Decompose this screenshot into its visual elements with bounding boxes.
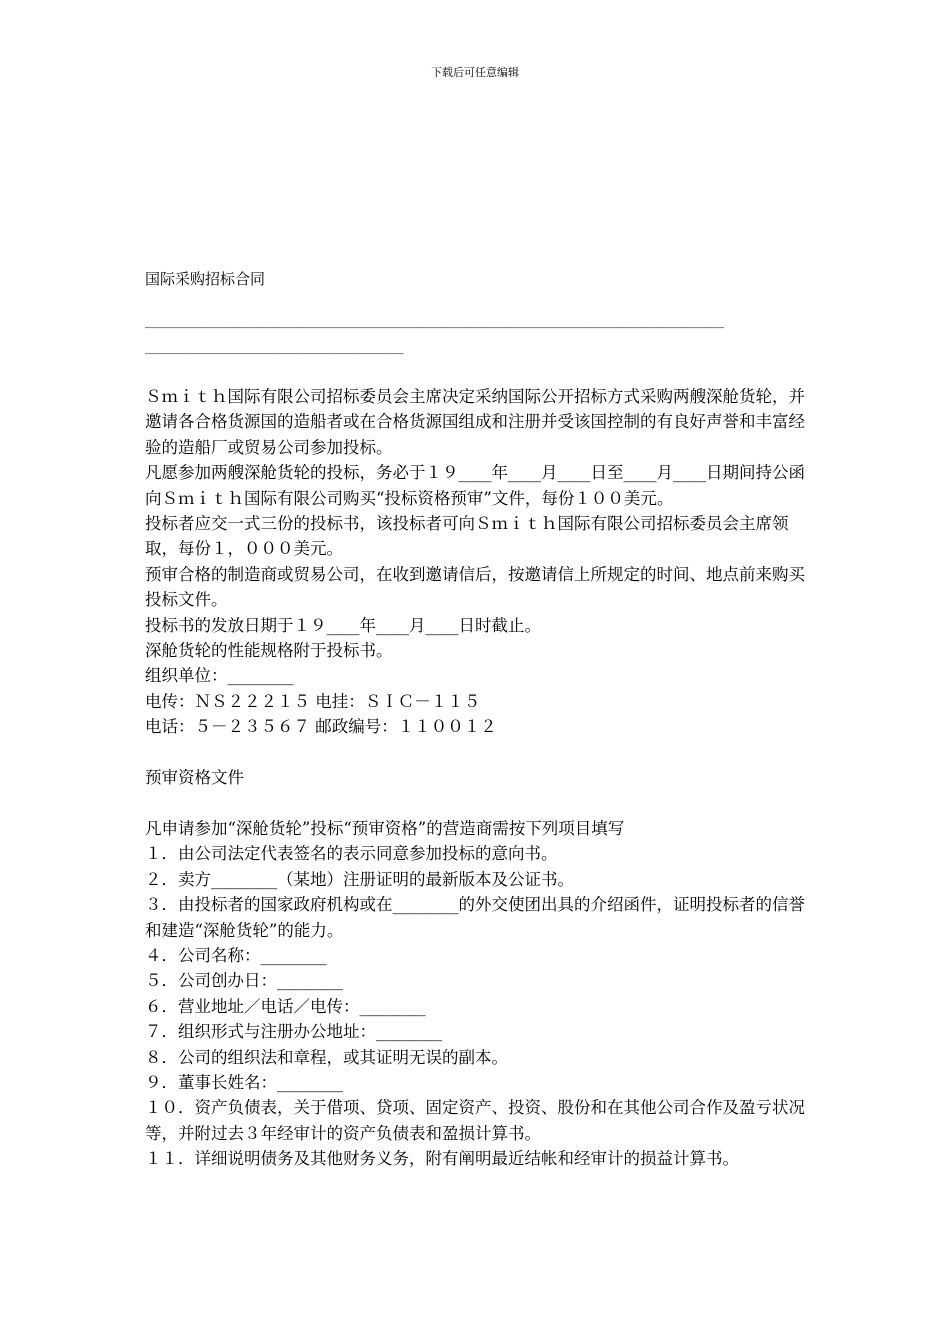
list-item: ２．卖方________（某地）注册证明的最新版本及公证书。 [145, 869, 574, 889]
section-intro: 凡申请参加“深舱货轮”投标“预审资格”的营造商需按下列项目填写 [145, 818, 625, 838]
list-item: １．由公司法定代表签名的表示同意参加投标的意向书。 [145, 844, 558, 864]
section-title: 预审资格文件 [145, 768, 244, 788]
list-item: ４．公司名称：________ [145, 945, 327, 965]
list-item: ５．公司创办日：________ [145, 971, 343, 991]
phone-line: 电话：５－２３５６７ 邮政编号：１１００１２ [145, 717, 497, 737]
telex-line: 电传：ＮＳ２２２１５ 电挂：ＳＩＣ－１１５ [145, 691, 481, 711]
list-item: ３．由投标者的国家政府机构或在________的外交使团出具的介绍函件，证明投标者的信誉和建造“深舱货轮”的能力。 [145, 895, 805, 940]
paragraph-qualified-bidders: 预审合格的制造商或贸易公司，在收到邀请信后，按邀请信上所规定的时间、地点前来购买投标文件。 [145, 564, 805, 610]
organizer-line: 组织单位：________ [145, 666, 294, 686]
paragraph-deadline: 投标书的发放日期于１９____年____月____日时截止。 [145, 615, 541, 635]
paragraph-specs: 深舱货轮的性能规格附于投标书。 [145, 641, 393, 661]
separator-line: _________________________________ [145, 340, 404, 355]
spacer [145, 790, 805, 815]
header-note: 下载后可任意编辑 [431, 66, 519, 79]
document-body [145, 384, 805, 1172]
paragraph-invitation: Ｓｍｉｔｈ国际有限公司招标委员会主席决定采纳国际公开招标方式采购两艘深舱货轮，并邀请各合格货源国的造船者或在合格货源国组成和注册并受该国控制的有良好声誉和丰富经验的造船厂或贸易公司参加投标。 [145, 387, 805, 457]
list-item: １１．详细说明债务及其他财务义务，附有阐明最近结帐和经审计的损益计算书。 [145, 1149, 739, 1169]
list-item: ９．董事长姓名：________ [145, 1072, 343, 1092]
list-item: ８．公司的组织法和章程，或其证明无误的副本。 [145, 1047, 508, 1067]
paragraph-purchase-prequal: 凡愿参加两艘深舱货轮的投标，务必于１９____年____月____日至____月____日期间持公函向Ｓｍｉｔｈ国际有限公司购买“投标资格预审”文件，每份１００美元。 [145, 463, 805, 508]
list-item: １０．资产负债表，关于借项、贷项、固定资产、投资、股份和在其他公司合作及盈亏状况等，并附过去３年经审计的资产负债表和盈损计算书。 [145, 1098, 805, 1143]
list-item: ６．营业地址／电话／电传：________ [145, 996, 426, 1016]
spacer [145, 740, 805, 765]
separator-line: __________________________________________________________________________ [145, 314, 725, 329]
paragraph-bid-copies: 投标者应交一式三份的投标书，该投标者可向Ｓｍｉｔｈ国际有限公司招标委员会主席领取，每份１，０００美元。 [145, 514, 789, 559]
list-item: ７．组织形式与注册办公地址：________ [145, 1022, 442, 1042]
document-title: 国际采购招标合同 [145, 270, 266, 288]
